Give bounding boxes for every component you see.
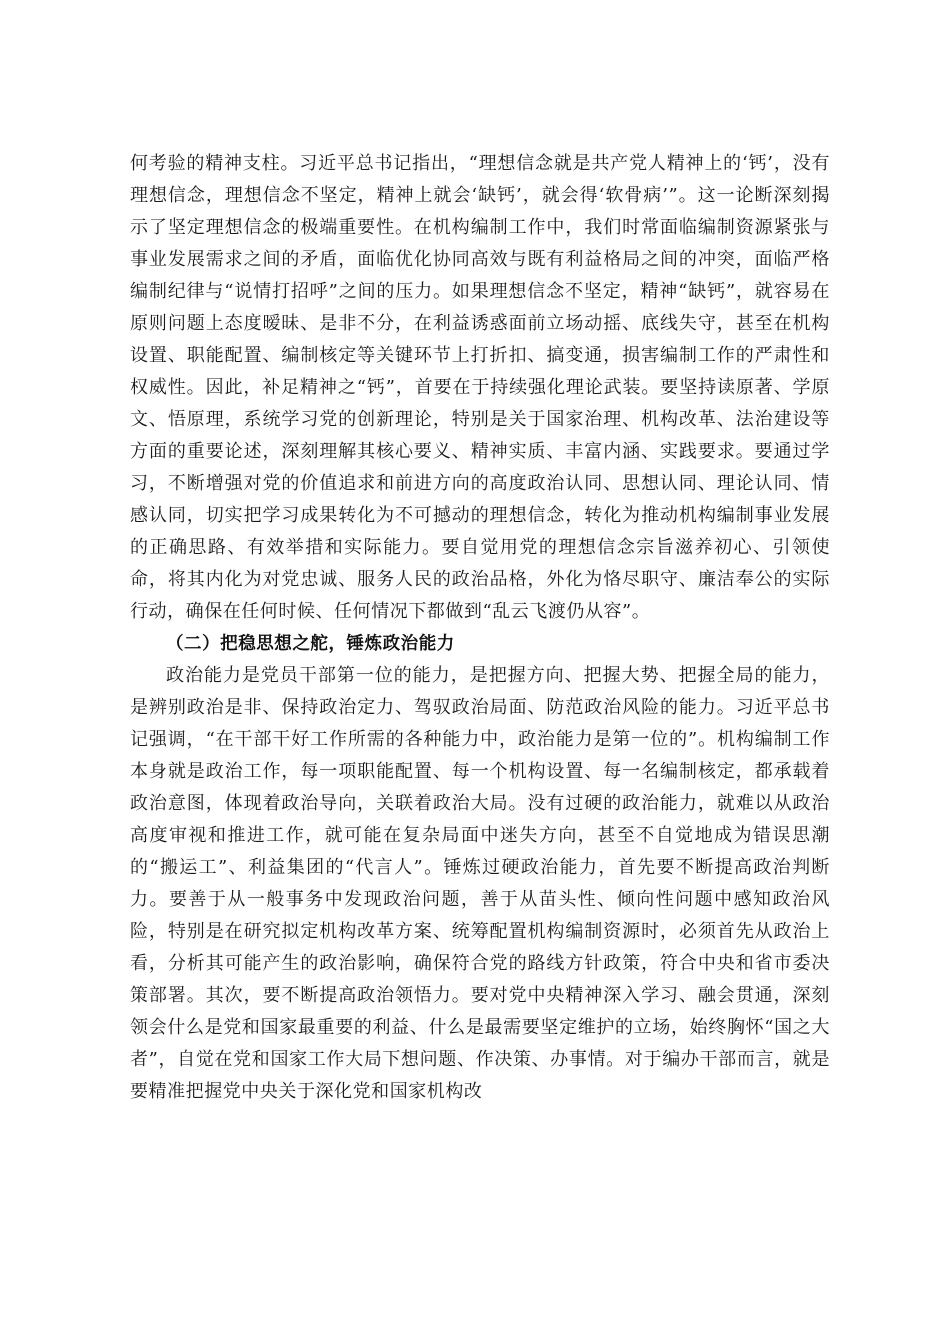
document-body xyxy=(130,148,830,1108)
paragraph-political-ability: 政治能力是党员干部第一位的能力，是把握方向、把握大势、把握全局的能力，是辨别政治是非、保持政治定力、驾驭政治局面、防范政治风险的能力。习近平总书记强调，“在干部干好工作所需的各种能力中，政治能力是第一位的”。机构编制工作本身就是政治工作，每一项职能配置、每一个机构设置、每一名编制核定，都承载着政治意图，体现着政治导向，关联着政治大局。没有过硬的政治能力，就难以从政治高度审视和推进工作，就可能在复杂局面中迷失方向，甚至不自觉地成为错误思潮的“搬运工”、利益集团的“代言人”。锤炼过硬政治能力，首先要不断提高政治判断力。要善于从一般事务中发现政治问题，善于从苗头性、倾向性问题中感知政治风险，特别是在研究拟定机构改革方案、统筹配置机构编制资源时，必须首先从政治上看，分析其可能产生的政治影响，确保符合党的路线方针政策，符合中央和省市委决策部署。其次，要不断提高政治领悟力。要对党中央精神深入学习、融会贯通，深刻领会什么是党和国家最重要的利益、什么是最需要坚定维护的立场，始终胸怀“国之大者”，自觉在党和国家工作大局下想问题、作决策、办事情。对于编办干部而言，就是要精准把握党中央关于深化党和国家机构改 xyxy=(130,665,830,1102)
paragraph-ideals: 何考验的精神支柱。习近平总书记指出，“理想信念就是共产党人精神上的‘钙’，没有理想信念，理想信念不坚定，精神上就会‘缺钙’，就会得‘软骨病’”。这一论断深刻揭示了坚定理想信念的极端重要性。在机构编制工作中，我们时常面临编制资源紧张与事业发展需求之间的矛盾，面临优化协同高效与既有利益格局之间的冲突，面临严格编制纪律与“说情打招呼”之间的压力。如果理想信念不坚定，精神“缺钙”，就容易在原则问题上态度暧昧、是非不分，在利益诱惑面前立场动摇、底线失守，甚至在机构设置、职能配置、编制核定等关键环节上打折扣、搞变通，损害编制工作的严肃性和权威性。因此，补足精神之“钙”，首要在于持续强化理论武装。要坚持读原著、学原文、悟原理，系统学习党的创新理论，特别是关于国家治理、机构改革、法治建设等方面的重要论述，深刻理解其核心要义、精神实质、丰富内涵、实践要求。要通过学习，不断增强对党的价值追求和前进方向的高度政治认同、思想认同、理论认同、情感认同，切实把学习成果转化为不可撼动的理想信念，转化为推动机构编制事业发展的正确思路、有效举措和实际能力。要自觉用党的理想信念宗旨滋养初心、引领使命，将其内化为对党忠诚、服务人民的政治品格，外化为恪尽职守、廉洁奉公的实际行动，确保在任何时候、任何情况下都做到“乱云飞渡仍从容”。 xyxy=(130,153,830,622)
section-heading-political-ability: （二）把稳思想之舵，锤炼政治能力 xyxy=(166,634,455,654)
